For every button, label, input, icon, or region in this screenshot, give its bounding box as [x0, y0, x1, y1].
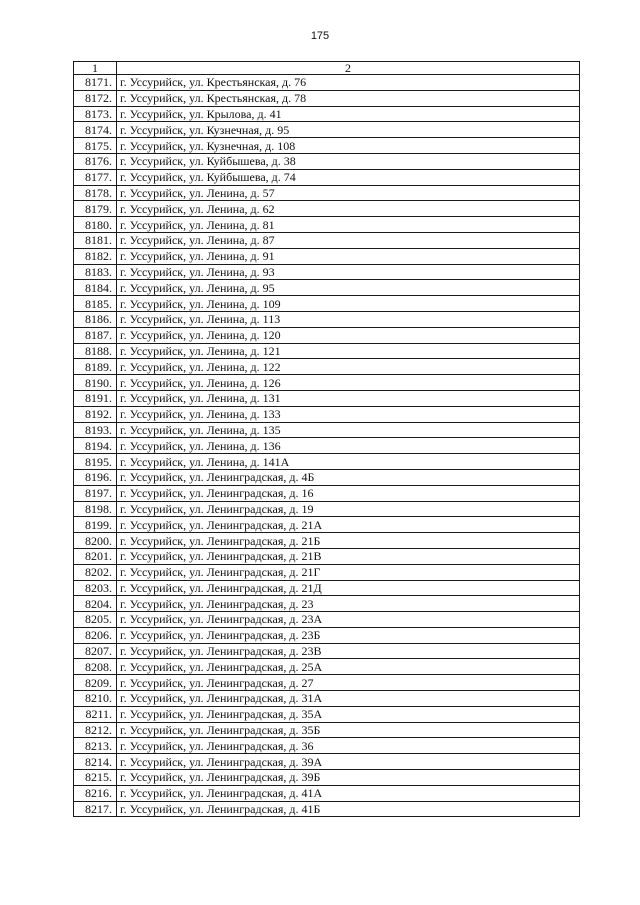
row-number-cell: 8208.	[74, 659, 117, 675]
address-cell: г. Уссурийск, ул. Ленинградская, д. 21Б	[117, 533, 580, 549]
table-row	[74, 90, 580, 106]
table-row	[74, 533, 580, 549]
address-cell: г. Уссурийск, ул. Ленинградская, д. 23В	[117, 643, 580, 659]
row-number-cell: 8215.	[74, 770, 117, 786]
address-cell: г. Уссурийск, ул. Крылова, д. 41	[117, 106, 580, 122]
row-number-cell: 8189.	[74, 359, 117, 375]
row-number-cell: 8173.	[74, 106, 117, 122]
row-number-cell: 8174.	[74, 122, 117, 138]
address-cell: г. Уссурийск, ул. Кузнечная, д. 95	[117, 122, 580, 138]
address-cell: г. Уссурийск, ул. Кузнечная, д. 108	[117, 138, 580, 154]
address-cell: г. Уссурийск, ул. Ленина, д. 126	[117, 375, 580, 391]
table-row	[74, 785, 580, 801]
row-number-cell: 8181.	[74, 232, 117, 248]
row-number-cell: 8210.	[74, 691, 117, 707]
address-cell: г. Уссурийск, ул. Ленина, д. 136	[117, 438, 580, 454]
table-row	[74, 722, 580, 738]
row-number-cell: 8195.	[74, 454, 117, 470]
table-row	[74, 675, 580, 691]
table-row	[74, 311, 580, 327]
address-cell: г. Уссурийск, ул. Ленинградская, д. 41Б	[117, 801, 580, 817]
table-row	[74, 122, 580, 138]
row-number-cell: 8196.	[74, 469, 117, 485]
table-row	[74, 612, 580, 628]
row-number-cell: 8213.	[74, 738, 117, 754]
row-number-cell: 8199.	[74, 517, 117, 533]
address-cell: г. Уссурийск, ул. Ленинградская, д. 23А	[117, 612, 580, 628]
table-row	[74, 801, 580, 817]
address-cell: г. Уссурийск, ул. Ленинградская, д. 16	[117, 485, 580, 501]
row-number-cell: 8171.	[74, 75, 117, 91]
table-row	[74, 296, 580, 312]
row-number-cell: 8197.	[74, 485, 117, 501]
table-row	[74, 548, 580, 564]
table-row	[74, 564, 580, 580]
table-row	[74, 106, 580, 122]
table-row	[74, 596, 580, 612]
row-number-cell: 8190.	[74, 375, 117, 391]
table-row	[74, 438, 580, 454]
address-cell: г. Уссурийск, ул. Ленинградская, д. 41А	[117, 785, 580, 801]
address-cell: г. Уссурийск, ул. Ленина, д. 91	[117, 248, 580, 264]
address-cell: г. Уссурийск, ул. Ленина, д. 113	[117, 311, 580, 327]
address-cell: г. Уссурийск, ул. Ленинградская, д. 35А	[117, 706, 580, 722]
address-cell: г. Уссурийск, ул. Куйбышева, д. 74	[117, 169, 580, 185]
row-number-cell: 8204.	[74, 596, 117, 612]
address-cell: г. Уссурийск, ул. Ленина, д. 120	[117, 327, 580, 343]
table-row	[74, 501, 580, 517]
row-number-cell: 8203.	[74, 580, 117, 596]
row-number-cell: 8177.	[74, 169, 117, 185]
table-row	[74, 138, 580, 154]
address-cell: г. Уссурийск, ул. Ленина, д. 95	[117, 280, 580, 296]
table-row	[74, 485, 580, 501]
address-cell: г. Уссурийск, ул. Ленинградская, д. 31А	[117, 691, 580, 707]
row-number-cell: 8212.	[74, 722, 117, 738]
table-row	[74, 517, 580, 533]
row-number-cell: 8184.	[74, 280, 117, 296]
address-cell: г. Уссурийск, ул. Ленина, д. 109	[117, 296, 580, 312]
row-number-cell: 8187.	[74, 327, 117, 343]
row-number-cell: 8182.	[74, 248, 117, 264]
row-number-cell: 8180.	[74, 217, 117, 233]
address-cell: г. Уссурийск, ул. Куйбышева, д. 38	[117, 153, 580, 169]
table-row	[74, 422, 580, 438]
row-number-cell: 8191.	[74, 390, 117, 406]
address-cell: г. Уссурийск, ул. Ленинградская, д. 4Б	[117, 469, 580, 485]
table-row	[74, 406, 580, 422]
table-row	[74, 343, 580, 359]
row-number-cell: 8185.	[74, 296, 117, 312]
table-row	[74, 390, 580, 406]
address-cell: г. Уссурийск, ул. Ленинградская, д. 21Г	[117, 564, 580, 580]
address-cell: г. Уссурийск, ул. Ленинградская, д. 21А	[117, 517, 580, 533]
table-row	[74, 280, 580, 296]
row-number-cell: 8178.	[74, 185, 117, 201]
row-number-cell: 8214.	[74, 754, 117, 770]
address-cell: г. Уссурийск, ул. Ленина, д. 81	[117, 217, 580, 233]
table-row	[74, 169, 580, 185]
address-cell: г. Уссурийск, ул. Ленина, д. 133	[117, 406, 580, 422]
table-row	[74, 232, 580, 248]
page-number: 175	[310, 30, 330, 42]
row-number-cell: 8216.	[74, 785, 117, 801]
row-number-cell: 8172.	[74, 90, 117, 106]
address-cell: г. Уссурийск, ул. Ленинградская, д. 21Д	[117, 580, 580, 596]
table-row	[74, 201, 580, 217]
address-cell: г. Уссурийск, ул. Ленина, д. 57	[117, 185, 580, 201]
address-cell: г. Уссурийск, ул. Ленина, д. 122	[117, 359, 580, 375]
table-row	[74, 327, 580, 343]
row-number-cell: 8207.	[74, 643, 117, 659]
table-row	[74, 153, 580, 169]
row-number-cell: 8198.	[74, 501, 117, 517]
table-row	[74, 643, 580, 659]
row-number-cell: 8211.	[74, 706, 117, 722]
row-number-cell: 8176.	[74, 153, 117, 169]
table-row	[74, 691, 580, 707]
address-cell: г. Уссурийск, ул. Ленина, д. 135	[117, 422, 580, 438]
address-cell: г. Уссурийск, ул. Ленина, д. 93	[117, 264, 580, 280]
address-cell: г. Уссурийск, ул. Ленинградская, д. 35Б	[117, 722, 580, 738]
address-cell: г. Уссурийск, ул. Ленинградская, д. 19	[117, 501, 580, 517]
table-row	[74, 580, 580, 596]
table-row	[74, 248, 580, 264]
table-row	[74, 454, 580, 470]
row-number-cell: 8205.	[74, 612, 117, 628]
table-row	[74, 659, 580, 675]
column-header-address: 2	[117, 62, 580, 75]
address-cell: г. Уссурийск, ул. Ленинградская, д. 27	[117, 675, 580, 691]
table-row	[74, 359, 580, 375]
table-row	[74, 264, 580, 280]
address-cell: г. Уссурийск, ул. Ленинградская, д. 23Б	[117, 627, 580, 643]
address-cell: г. Уссурийск, ул. Ленина, д. 131	[117, 390, 580, 406]
row-number-cell: 8193.	[74, 422, 117, 438]
address-cell: г. Уссурийск, ул. Ленинградская, д. 36	[117, 738, 580, 754]
row-number-cell: 8192.	[74, 406, 117, 422]
table-body	[74, 75, 580, 817]
table-row	[74, 627, 580, 643]
row-number-cell: 8194.	[74, 438, 117, 454]
table-header-row	[74, 62, 580, 75]
row-number-cell: 8188.	[74, 343, 117, 359]
table-row	[74, 375, 580, 391]
row-number-cell: 8206.	[74, 627, 117, 643]
address-cell: г. Уссурийск, ул. Ленина, д. 121	[117, 343, 580, 359]
table-row	[74, 185, 580, 201]
address-cell: г. Уссурийск, ул. Ленина, д. 141А	[117, 454, 580, 470]
address-table	[73, 61, 580, 817]
table-row	[74, 770, 580, 786]
address-cell: г. Уссурийск, ул. Крестьянская, д. 78	[117, 90, 580, 106]
row-number-cell: 8201.	[74, 548, 117, 564]
table-row	[74, 754, 580, 770]
column-header-number: 1	[74, 62, 117, 75]
table-row	[74, 738, 580, 754]
row-number-cell: 8200.	[74, 533, 117, 549]
row-number-cell: 8183.	[74, 264, 117, 280]
table-row	[74, 75, 580, 91]
row-number-cell: 8217.	[74, 801, 117, 817]
address-cell: г. Уссурийск, ул. Крестьянская, д. 76	[117, 75, 580, 91]
address-cell: г. Уссурийск, ул. Ленинградская, д. 21В	[117, 548, 580, 564]
row-number-cell: 8179.	[74, 201, 117, 217]
row-number-cell: 8186.	[74, 311, 117, 327]
table-row	[74, 217, 580, 233]
row-number-cell: 8175.	[74, 138, 117, 154]
address-cell: г. Уссурийск, ул. Ленинградская, д. 25А	[117, 659, 580, 675]
row-number-cell: 8202.	[74, 564, 117, 580]
table-row	[74, 469, 580, 485]
address-cell: г. Уссурийск, ул. Ленина, д. 62	[117, 201, 580, 217]
table-row	[74, 706, 580, 722]
address-cell: г. Уссурийск, ул. Ленинградская, д. 39Б	[117, 770, 580, 786]
address-cell: г. Уссурийск, ул. Ленинградская, д. 23	[117, 596, 580, 612]
address-cell: г. Уссурийск, ул. Ленинградская, д. 39А	[117, 754, 580, 770]
address-cell: г. Уссурийск, ул. Ленина, д. 87	[117, 232, 580, 248]
row-number-cell: 8209.	[74, 675, 117, 691]
